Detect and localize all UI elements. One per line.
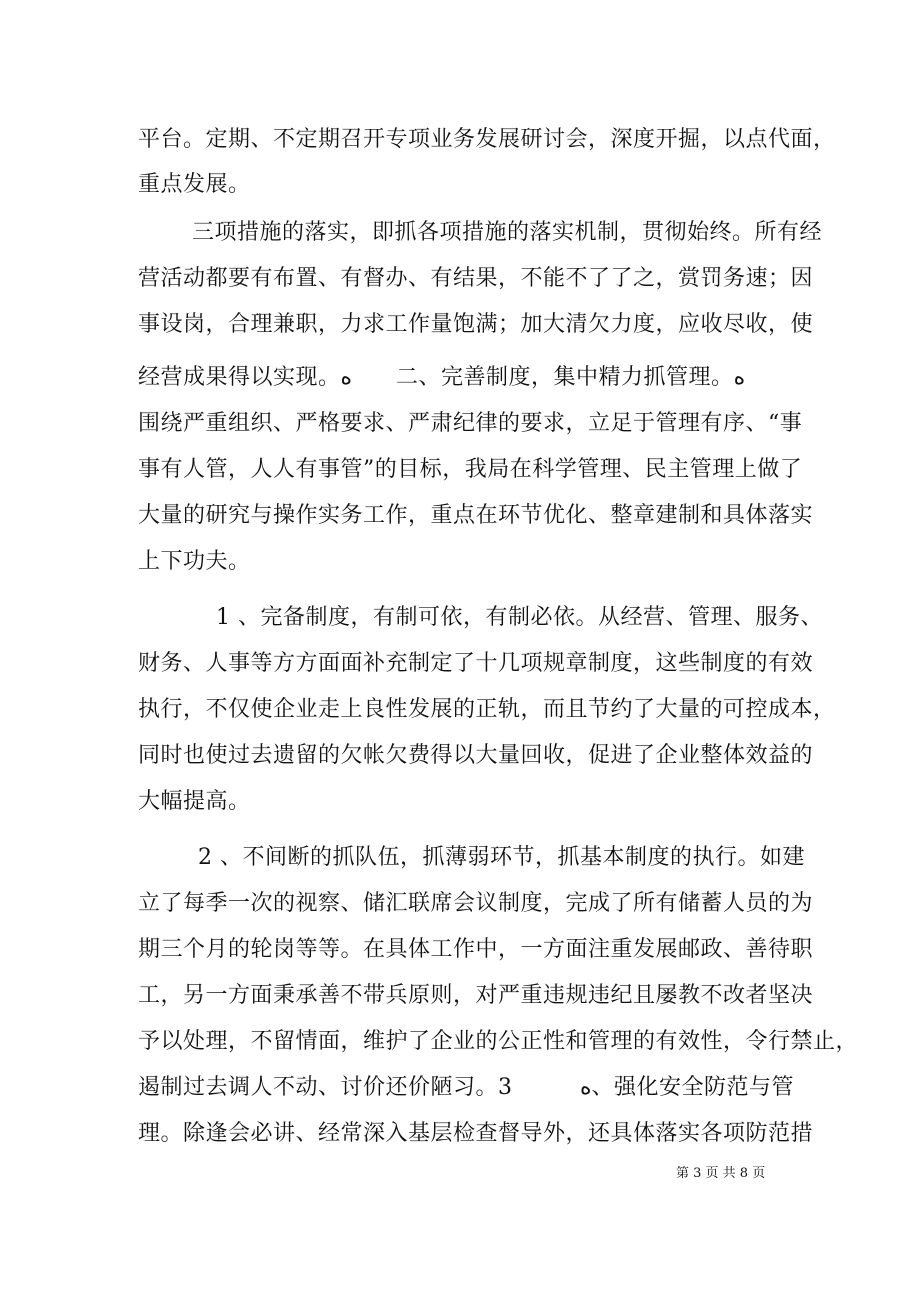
paragraph-line: 期三个月的轮岗等等。在具体工作中，一方面注重发展邮政、善待职 — [138, 937, 814, 962]
paragraph-line: 重点发展。 — [138, 172, 251, 197]
paragraph-line: 上下功夫。 — [138, 549, 251, 574]
paragraph-line: 围绕严重组织、严格要求、严肃纪律的要求，立足于管理有序、“事 — [138, 411, 803, 436]
paragraph-line: 遏制过去调人不动、讨价还价陋习。3 ﻩ、强化安全防范与管 — [138, 1075, 795, 1100]
paragraph-line: 2 、不间断的抓队伍，抓薄弱环节，抓基本制度的执行。如建 — [198, 845, 805, 870]
paragraph-line: 大量的研究与操作实务工作，重点在环节优化、整章建制和具体落实 — [138, 503, 814, 528]
paragraph-line: 经营成果得以实现。ﻩ 二、完善制度，集中精力抓管理。ﻩ — [138, 365, 746, 390]
paragraph-line: 执行，不仅使企业走上良性发展的正轨，而且节约了大量的可控成本， — [138, 697, 836, 722]
paragraph-line: 理。除逢会必讲、经常深入基层检查督导外，还具体落实各项防范措 — [138, 1121, 814, 1146]
paragraph-line: 同时也使过去遗留的欠帐欠费得以大量回收，促进了企业整体效益的 — [138, 743, 814, 768]
paragraph-line: 营活动都要有布置、有督办、有结果，不能不了了之，赏罚务速；因 — [138, 266, 814, 291]
paragraph-line: 事设岗，合理兼职，力求工作量饱满；加大清欠力度，应收尽收，使 — [138, 312, 814, 337]
paragraph-line: 财务、人事等方方面面补充制定了十几项规章制度，这些制度的有效 — [138, 651, 814, 676]
paragraph-line: 工，另一方面秉承善不带兵原则，对严重违规违纪且屡教不改者坚决 — [138, 983, 814, 1008]
paragraph-line: 立了每季一次的视察、储汇联席会议制度，完成了所有储蓄人员的为 — [138, 891, 814, 916]
paragraph-line: 予以处理，不留情面，维护了企业的公正性和管理的有效性，令行禁止， — [138, 1029, 859, 1054]
paragraph-line: 三项措施的落实，即抓各项措施的落实机制，贯彻始终。所有经 — [192, 220, 823, 245]
paragraph-line: 事有人管，人人有事管”的目标，我局在科学管理、民主管理上做了 — [138, 457, 803, 482]
paragraph-line: 平台。定期、不定期召开专项业务发展研讨会，深度开掘，以点代面， — [138, 127, 836, 152]
page-number-footer: 第 3 页 共 8 页 — [676, 1166, 766, 1181]
paragraph-line: 1 、完备制度，有制可依，有制必依。从经营、管理、服务、 — [216, 605, 823, 630]
paragraph-line: 大幅提高。 — [138, 789, 251, 814]
